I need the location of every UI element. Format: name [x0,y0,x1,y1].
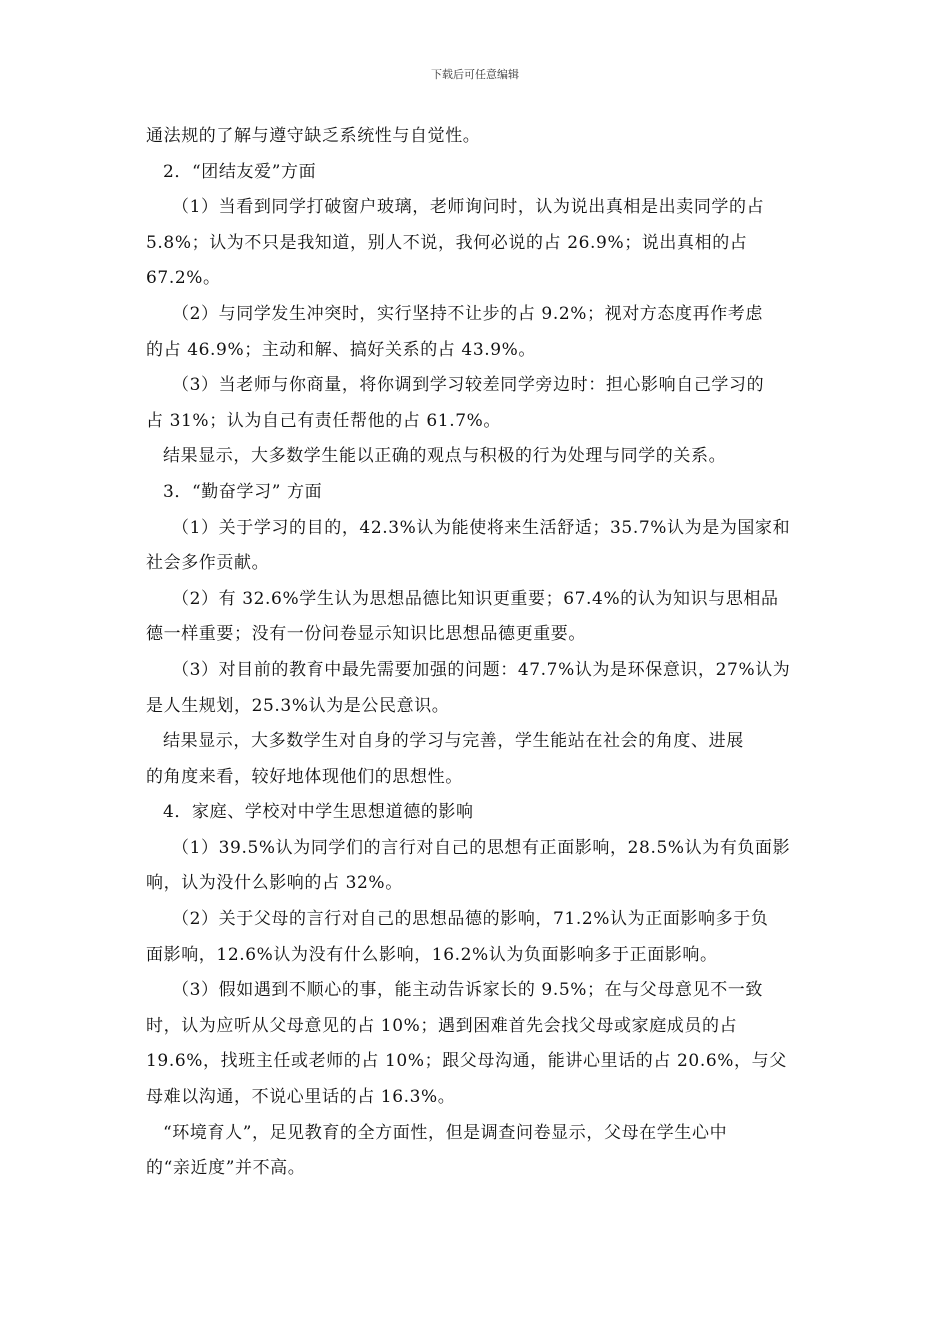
paragraph-line: （3）假如遇到不顺心的事，能主动告诉家长的 9.5%；在与父母意见不一致 [172,980,764,1001]
paragraph-line: （1）39.5%认为同学们的言行对自己的思想有正面影响，28.5%认为有负面影 [172,837,791,858]
paragraph-line: 的占 46.9%；主动和解、搞好关系的占 43.9%。 [146,339,537,360]
paragraph-line: “环境育人”，足见教育的全方面性，但是调查问卷显示，父母在学生心中 [163,1122,728,1143]
section-heading: 4．家庭、学校对中学生思想道德的影响 [163,802,474,823]
paragraph-line: 结果显示，大多数学生能以正确的观点与积极的行为处理与同学的关系。 [163,446,727,467]
paragraph-line: 的“亲近度”并不高。 [146,1158,306,1179]
paragraph-line: 响，认为没什么影响的占 32%。 [146,873,403,894]
paragraph-line: 5.8%；认为不只是我知道，别人不说，我何必说的占 26.9%；说出真相的占 [146,232,748,253]
paragraph-line: 时，认为应听从父母意见的占 10%；遇到困难首先会找父母或家庭成员的占 [146,1015,738,1036]
section-heading: 2．“团结友爱”方面 [163,161,317,182]
paragraph-line: 母难以沟通，不说心里话的占 16.3%。 [146,1087,456,1108]
paragraph-line: 是人生规划，25.3%认为是公民意识。 [146,695,450,716]
paragraph-line: （2）关于父母的言行对自己的思想品德的影响，71.2%认为正面影响多于负 [172,909,769,930]
paragraph-line: （3）对目前的教育中最先需要加强的问题：47.7%认为是环保意识，27%认为 [172,659,791,680]
body-text [146,119,810,1187]
paragraph-line: 通法规的了解与遵守缺乏系统性与自觉性。 [146,126,481,146]
paragraph-line: （1）关于学习的目的，42.3%认为能使将来生活舒适；35.7%认为是为国家和 [172,517,791,538]
paragraph-line: 67.2%。 [146,268,221,289]
page-header: 下载后可任意编辑 [431,68,519,81]
paragraph-line: （3）当老师与你商量，将你调到学习较差同学旁边时：担心影响自己学习的 [172,375,765,396]
section-heading: 3．“勤奋学习” 方面 [163,481,323,502]
paragraph-line: （2）有 32.6%学生认为思想品德比知识更重要；67.4%的认为知识与思相品 [172,588,779,609]
paragraph-line: 占 31%；认为自己有责任帮他的占 61.7%。 [146,410,501,431]
paragraph-line: 的角度来看，较好地体现他们的思想性。 [146,766,463,787]
paragraph-line: 结果显示，大多数学生对自身的学习与完善，学生能站在社会的角度、进展 [163,731,744,752]
paragraph-line: 德一样重要；没有一份问卷显示知识比思想品德更重要。 [146,624,586,645]
paragraph-line: （2）与同学发生冲突时，实行坚持不让步的占 9.2%；视对方态度再作考虑 [172,303,764,324]
paragraph-line: （1）当看到同学打破窗户玻璃，老师询问时，认为说出真相是出卖同学的占 [172,197,765,218]
paragraph-line: 19.6%，找班主任或老师的占 10%；跟父母沟通，能讲心里话的占 20.6%，与父 [146,1051,787,1072]
paragraph-line: 社会多作贡献。 [146,553,270,574]
paragraph-line: 面影响，12.6%认为没有什么影响，16.2%认为负面影响多于正面影响。 [146,944,718,965]
